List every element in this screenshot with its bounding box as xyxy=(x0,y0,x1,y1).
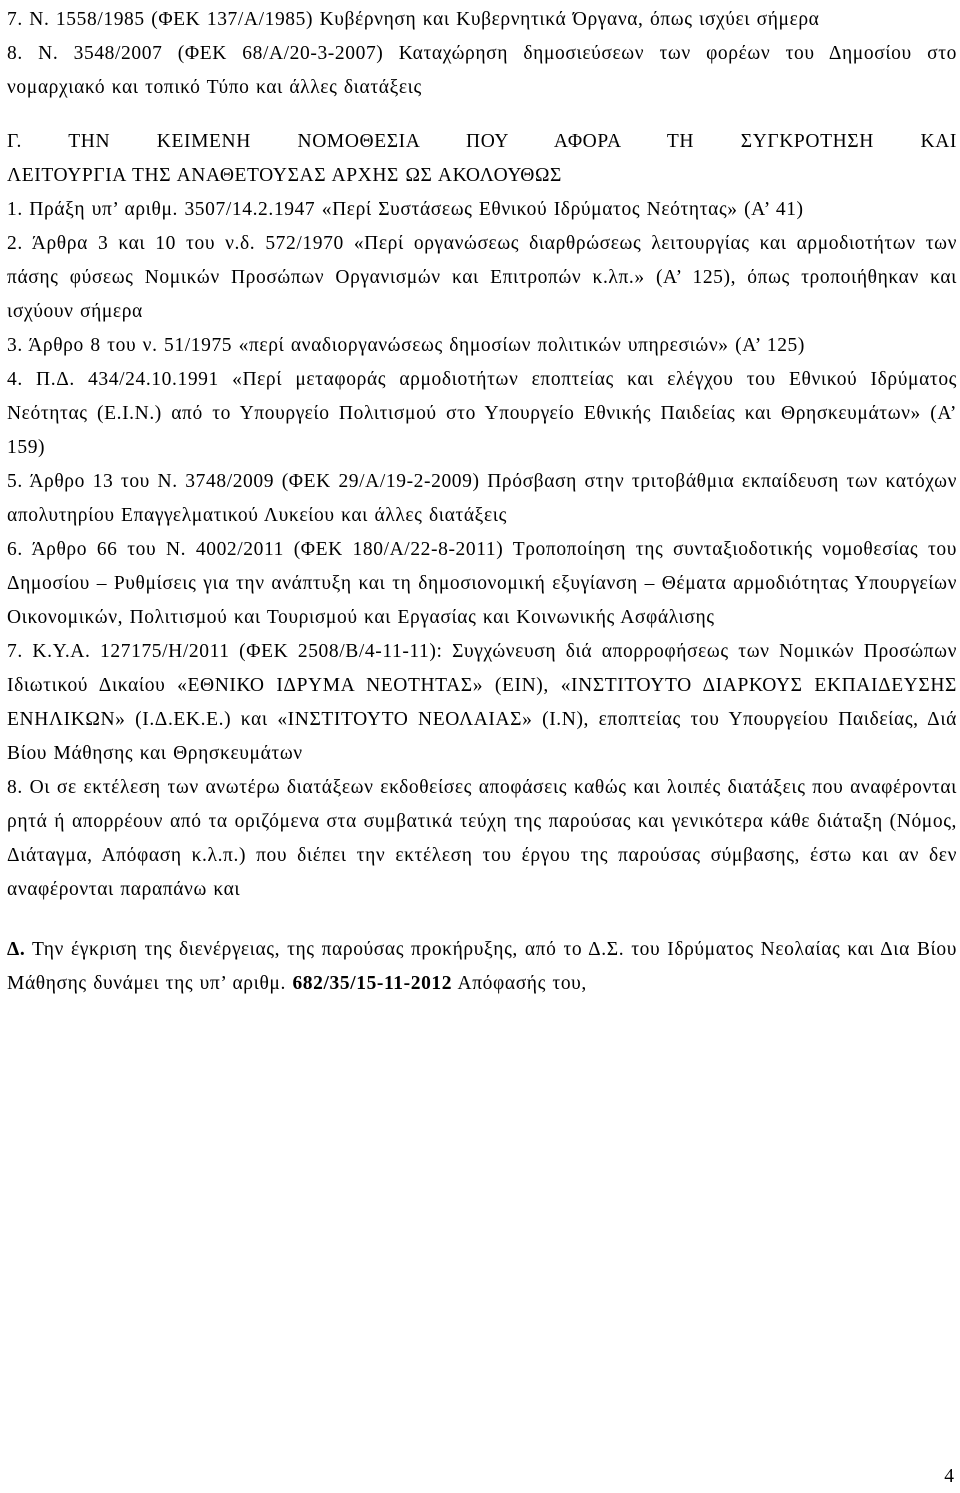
list-item-b8: 8. Ν. 3548/2007 (ΦΕΚ 68/Α/20-3-2007) Καταχώρηση δημοσιεύσεων των φορέων του Δημοσίου στο νομαρχιακό και τοπικό Τύπο και άλλες διατάξεις xyxy=(7,43,957,98)
section-d-letter: Δ. xyxy=(7,939,26,960)
section-c-heading-line-1: Γ. ΤΗΝ ΚΕΙΜΕΝΗ ΝΟΜΟΘΕΣΙΑ ΠΟΥ ΑΦΟΡΑ ΤΗ ΣΥΓΚΡΟΤΗΣΗ ΚΑΙ xyxy=(7,131,957,152)
section-d-text-after: Απόφασής του, xyxy=(452,973,587,994)
list-item-c1: 1. Πράξη υπ’ αριθμ. 3507/14.2.1947 «Περί Συστάσεως Εθνικού Ιδρύματος Νεότητας» (Α’ 41) xyxy=(7,199,804,220)
document-page xyxy=(7,0,957,1001)
list-item-c5: 5. Άρθρο 13 του Ν. 3748/2009 (ΦΕΚ 29/Α/19-2-2009) Πρόσβαση στην τριτοβάθμια εκπαίδευση των κατόχων απολυτηρίου Επαγγελματικού Λυκείου και άλλες διατάξεις xyxy=(7,471,957,526)
section-d-paragraph xyxy=(7,933,957,1001)
list-item-c6: 6. Άρθρο 66 του Ν. 4002/2011 (ΦΕΚ 180/Α/22-8-2011) Τροποποίηση της συνταξιοδοτικής νομοθεσίας του Δημοσίου – Ρυθμίσεις για την ανάπτυξη και τη δημοσιονομική εξυγίανση – Θέματα αρμοδιότητας Υπουργείων Οικονομικών, Πολιτισμού και Τουρισμού και Εργασίας και Κοινωνικής Ασφάλισης xyxy=(7,539,957,628)
decision-number: 682/35/15-11-2012 xyxy=(292,973,453,994)
section-d-text-before: Την έγκριση της διενέργειας, της παρούσας προκήρυξης, από το Δ.Σ. του Ιδρύματος Νεολαίας και Δια Βίου Μάθησης δυνάμει της υπ’ αριθμ. xyxy=(7,939,957,994)
list-item-c2: 2. Άρθρα 3 και 10 του ν.δ. 572/1970 «Περί οργανώσεως διαρθρώσεως λειτουργίας και αρμοδιοτήτων των πάσης φύσεως Νομικών Προσώπων Οργανισμών και Επιτροπών κ.λπ.» (Α’ 125), όπως τροποιήθηκαν και ισχύουν σήμερα xyxy=(7,233,957,322)
section-c-heading-line-2: ΛΕΙΤΟΥΡΓΙΑ ΤΗΣ ΑΝΑΘΕΤΟΥΣΑΣ ΑΡΧΗΣ ΩΣ ΑΚΟΛΟΥΘΩΣ xyxy=(7,165,563,186)
section-c xyxy=(7,125,957,907)
list-item-c4: 4. Π.Δ. 434/24.10.1991 «Περί μεταφοράς αρμοδιοτήτων εποπτείας και ελέγχου του Εθνικού Ιδρύματος Νεότητας (Ε.Ι.Ν.) από το Υπουργείο Πολιτισμού στο Υπουργείο Εθνικής Παιδείας και Θρησκευμάτων» (Α’ 159) xyxy=(7,369,957,458)
page-number: 4 xyxy=(944,1466,954,1487)
list-item-b7: 7. Ν. 1558/1985 (ΦΕΚ 137/Α/1985) Κυβέρνηση και Κυβερνητικά Όργανα, όπως ισχύει σήμερα xyxy=(7,9,820,30)
list-item-c7: 7. Κ.Υ.Α. 127175/Η/2011 (ΦΕΚ 2508/Β/4-11-11): Συγχώνευση διά απορροφήσεως των Νομικών Προσώπων Ιδιωτικού Δικαίου «ΕΘΝΙΚΟ ΙΔΡΥΜΑ ΝΕΟΤΗΤΑΣ» (ΕΙΝ), «ΙΝΣΤΙΤΟΥΤΟ ΔΙΑΡΚΟΥΣ ΕΚΠΑΙΔΕΥΣΗΣ ΕΝΗΛΙΚΩΝ» (Ι.Δ.ΕΚ.Ε.) και «ΙΝΣΤΙΤΟΥΤΟ ΝΕΟΛΑΙΑΣ» (Ι.Ν), εποπτείας του Υπουργείου Παιδείας, Διά Βίου Μάθησης και Θρησκευμάτων xyxy=(7,641,957,764)
list-item-c8: 8. Οι σε εκτέλεση των ανωτέρω διατάξεων εκδοθείσες αποφάσεις καθώς και λοιπές διατάξεις που αναφέρονται ρητά ή απορρέουν από τα οριζόμενα στα συμβατικά τεύχη της παρούσας και γενικότερα κάθε διάταξη (Νόμος, Διάταγμα, Απόφαση κ.λ.π.) που διέπει την εκτέλεση του έργου της παρούσας σύμβασης, έστω και αν δεν αναφέρονται παραπάνω και xyxy=(7,777,957,900)
list-item-c3: 3. Άρθρο 8 του ν. 51/1975 «περί αναδιοργανώσεως δημοσίων πολιτικών υπηρεσιών» (Α’ 125) xyxy=(7,335,806,356)
